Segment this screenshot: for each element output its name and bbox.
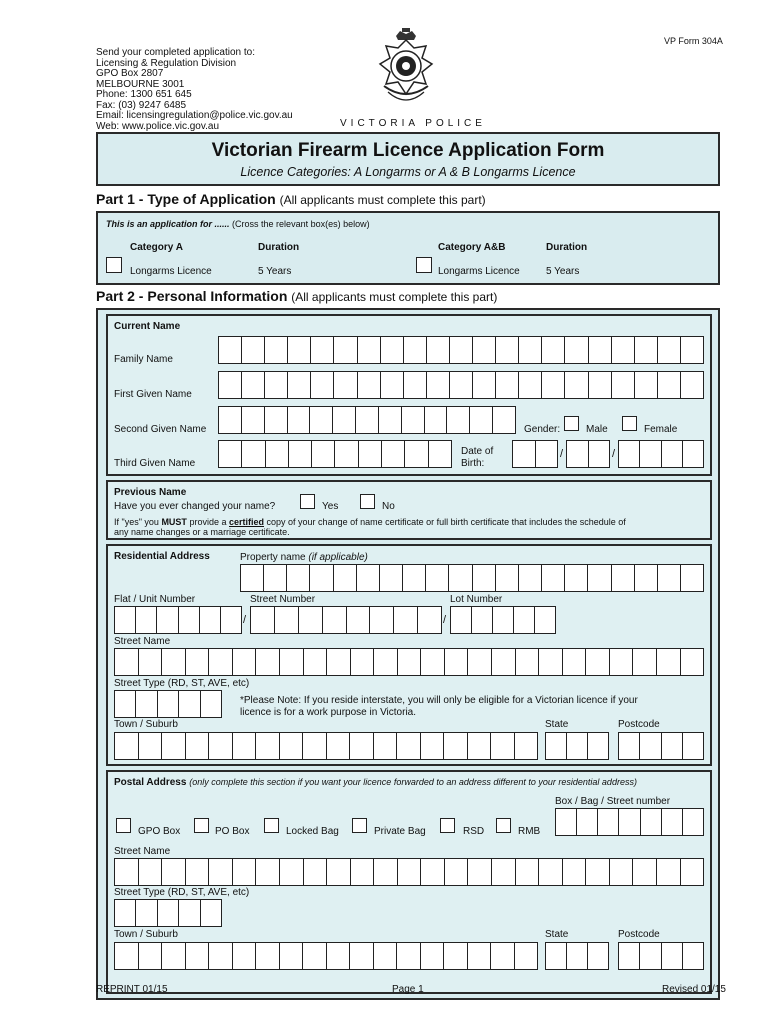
prev-note-must: MUST (161, 517, 187, 527)
category-a-label: Category A (130, 242, 183, 253)
postal-street-type-input[interactable] (114, 899, 222, 927)
rsd-label: RSD (463, 826, 485, 837)
dob-day-input[interactable] (512, 440, 558, 468)
interstate-note-2: licence is for a work purpose in Victoria. (240, 707, 417, 718)
category-ab-label: Category A&B (438, 242, 506, 253)
previous-name-no-label: No (382, 501, 395, 512)
footer-revised: Revised 01/15 (662, 984, 726, 995)
family-name-input[interactable] (218, 336, 704, 364)
locked-bag-checkbox[interactable] (264, 818, 279, 833)
send-to-heading: Send your completed application to: (96, 47, 255, 58)
street-name-input[interactable] (114, 648, 704, 676)
send-to-fax: Fax: (03) 9247 6485 (96, 99, 187, 111)
category-a-longarms: Longarms Licence (130, 266, 212, 277)
box-bag-label: Box / Bag / Street number (555, 796, 671, 807)
prev-note-part2: provide a (189, 517, 227, 527)
second-given-label: Second Given Name (114, 424, 207, 435)
current-name-title: Current Name (114, 321, 181, 332)
part1-intro (106, 219, 370, 229)
prev-note-certified: certified (229, 517, 265, 527)
postal-street-name-label: Street Name (114, 846, 171, 857)
previous-name-note (114, 517, 626, 527)
postal-town-input[interactable] (114, 942, 538, 970)
send-to-web: Web: www.police.vic.gov.au (96, 120, 220, 132)
previous-name-yes-checkbox[interactable] (300, 494, 315, 509)
flat-separator: / (243, 614, 247, 626)
family-name-label: Family Name (114, 354, 173, 365)
page-subtitle: Licence Categories: A Longarms or A & B Longarms Licence (240, 165, 576, 179)
previous-name-note-line2: any name changes or a marriage certificate. (114, 527, 290, 537)
flat-unit-label: Flat / Unit Number (114, 594, 196, 605)
street-number-label: Street Number (250, 594, 316, 605)
dob-label-2: Birth: (461, 458, 485, 469)
category-a-years: 5 Years (258, 266, 292, 277)
locked-bag-label: Locked Bag (286, 826, 339, 837)
category-ab-years: 5 Years (546, 266, 580, 277)
logo-text: VICTORIA POLICE (340, 118, 486, 129)
lot-number-input[interactable] (450, 606, 556, 634)
prev-note-part3: copy of your change of name certificate or full birth certificate that includes the schedule of (266, 517, 626, 527)
duration-ab-label: Duration (546, 242, 588, 253)
dob-separator: / (560, 448, 564, 460)
third-given-label: Third Given Name (114, 458, 196, 469)
rmb-checkbox[interactable] (496, 818, 511, 833)
postal-address-note: (only complete this section if you want your licence forwarded to an address different to your residential address) (189, 777, 637, 787)
private-bag-checkbox[interactable] (352, 818, 367, 833)
dob-separator: / (612, 448, 616, 460)
previous-name-title: Previous Name (114, 487, 187, 498)
gender-male-checkbox[interactable] (564, 416, 579, 431)
dob-label-1: Date of (461, 446, 494, 457)
part2-title: Part 2 - Personal Information (96, 288, 288, 304)
part1-intro-rest: (Cross the relevant box(es) below) (232, 219, 370, 229)
part1-panel (96, 211, 720, 285)
send-to-division: Licensing & Regulation Division (96, 57, 237, 69)
state-label: State (545, 719, 569, 730)
private-bag-label: Private Bag (374, 826, 426, 837)
postal-street-type-label: Street Type (RD, ST, AVE, etc) (114, 887, 250, 898)
town-suburb-input[interactable] (114, 732, 538, 760)
gpo-box-checkbox[interactable] (116, 818, 131, 833)
postcode-label: Postcode (618, 719, 660, 730)
rsd-checkbox[interactable] (440, 818, 455, 833)
gender-female-checkbox[interactable] (622, 416, 637, 431)
dob-month-input[interactable] (566, 440, 610, 468)
postal-postcode-input[interactable] (618, 942, 704, 970)
first-given-input[interactable] (218, 371, 704, 399)
previous-name-no-checkbox[interactable] (360, 494, 375, 509)
property-name-label (240, 552, 368, 563)
footer-reprint: REPRINT 01/15 (96, 984, 168, 995)
send-to-phone: Phone: 1300 651 645 (96, 89, 192, 100)
category-ab-checkbox[interactable] (416, 257, 432, 273)
third-given-input[interactable] (218, 440, 452, 468)
part1-heading (96, 191, 486, 207)
interstate-note-1: *Please Note: If you reside interstate, you will only be eligible for a Victorian licence if your (240, 695, 638, 706)
gender-female-label: Female (644, 424, 678, 435)
rmb-label: RMB (518, 826, 541, 837)
send-to-block (96, 48, 293, 132)
lot-separator: / (443, 614, 447, 626)
postal-postcode-label: Postcode (618, 929, 660, 940)
box-bag-input[interactable] (555, 808, 704, 836)
form-id: VP Form 304A (664, 36, 723, 46)
po-box-label: PO Box (215, 826, 250, 837)
page-title: Victorian Firearm Licence Application Form (211, 140, 605, 161)
send-to-city: MELBOURNE 3001 (96, 78, 185, 90)
street-type-input[interactable] (114, 690, 222, 718)
footer-page: Page 1 (392, 984, 424, 995)
town-suburb-label: Town / Suburb (114, 719, 178, 730)
prev-note-part1: If "yes" you (114, 517, 159, 527)
previous-name-question: Have you ever changed your name? (114, 501, 276, 512)
property-name-input[interactable] (240, 564, 704, 592)
category-ab-longarms: Longarms Licence (438, 266, 520, 277)
part1-note: (All applicants must complete this part) (279, 193, 486, 207)
gender-label: Gender: (524, 424, 561, 435)
po-box-checkbox[interactable] (194, 818, 209, 833)
postal-town-label: Town / Suburb (114, 929, 178, 940)
send-to-po-box: GPO Box 2807 (96, 68, 164, 79)
residential-address-title: Residential Address (114, 551, 210, 562)
gpo-box-label: GPO Box (138, 826, 181, 837)
title-panel (96, 132, 720, 186)
part1-title: Part 1 - Type of Application (96, 191, 276, 207)
street-type-label: Street Type (RD, ST, AVE, etc) (114, 678, 250, 689)
previous-name-yes-label: Yes (322, 501, 339, 512)
street-name-label: Street Name (114, 636, 171, 647)
postal-address-heading (114, 777, 637, 788)
property-name-applicable: (if applicable) (308, 552, 368, 563)
postal-state-input[interactable] (545, 942, 609, 970)
lot-number-label: Lot Number (450, 594, 503, 605)
category-a-checkbox[interactable] (106, 257, 122, 273)
postal-state-label: State (545, 929, 569, 940)
part2-heading (96, 288, 497, 304)
dob-year-input[interactable] (618, 440, 704, 468)
street-number-input[interactable] (250, 606, 442, 634)
postal-address-title: Postal Address (114, 777, 187, 788)
part1-intro-bold: This is an application for ...... (106, 219, 230, 229)
send-to-email: Email: licensingregulation@police.vic.gov.au (96, 110, 293, 121)
part2-note: (All applicants must complete this part) (291, 290, 498, 304)
first-given-label: First Given Name (114, 389, 192, 400)
postal-street-name-input[interactable] (114, 858, 704, 886)
property-name-text: Property name (240, 552, 306, 563)
postcode-input[interactable] (618, 732, 704, 760)
gender-male-label: Male (586, 424, 608, 435)
state-input[interactable] (545, 732, 609, 760)
police-badge-logo (374, 28, 438, 116)
second-given-input[interactable] (218, 406, 516, 434)
duration-a-label: Duration (258, 242, 300, 253)
flat-unit-input[interactable] (114, 606, 242, 634)
